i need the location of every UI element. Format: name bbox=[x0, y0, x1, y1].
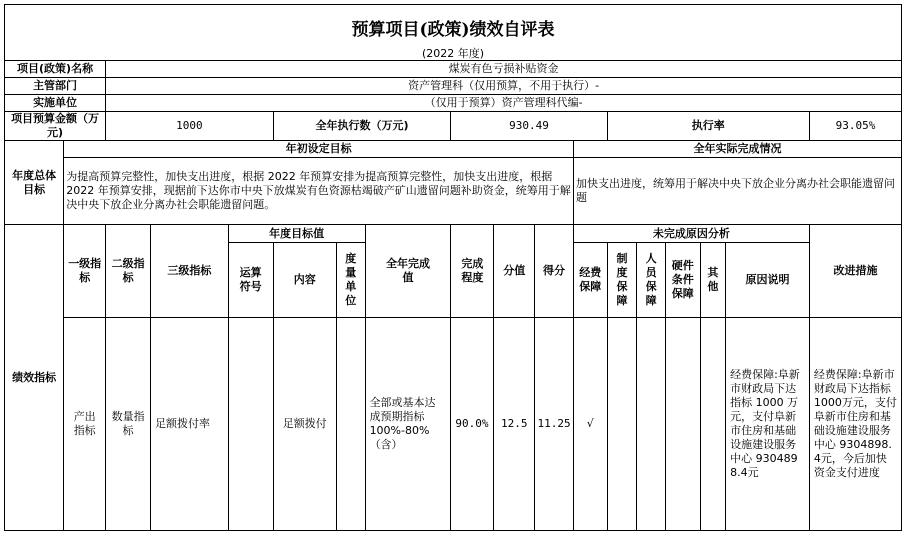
project-name-label: 项目(政策)名称 bbox=[5, 61, 106, 78]
execution-rate-value: 93.05% bbox=[809, 112, 901, 141]
evaluation-table bbox=[4, 60, 902, 531]
level3-value: 足额拨付率 bbox=[151, 318, 229, 531]
score-header: 得分 bbox=[535, 225, 574, 318]
improvement-header: 改进措施 bbox=[809, 225, 901, 318]
hardware-check bbox=[665, 318, 700, 531]
budget-amount-value: 1000 bbox=[106, 112, 274, 141]
budget-amount-label: 项目预算金额（万元) bbox=[5, 112, 106, 141]
reason-text: 经费保障:阜新市财政局下达指标 1000 万元，支付阜新市住房和基础设施建设服务中心 9304898.4元 bbox=[726, 318, 810, 531]
system-check bbox=[607, 318, 637, 531]
performance-indicator-label: 绩效指标 bbox=[5, 225, 64, 531]
operator-header: 运算符号 bbox=[228, 243, 273, 318]
full-year-value: 全部或基本达成预期指标 100%-80%（含） bbox=[365, 318, 451, 531]
execution-rate-label: 执行率 bbox=[607, 112, 809, 141]
unfinished-reason-header: 未完成原因分析 bbox=[573, 225, 809, 243]
level1-value: 产出指标 bbox=[64, 318, 106, 531]
department-label: 主管部门 bbox=[5, 78, 106, 95]
level1-header: 一级指标 bbox=[64, 225, 106, 318]
completion-degree-header: 完成程度 bbox=[451, 225, 494, 318]
title-area bbox=[4, 4, 902, 60]
page-title: 预算项目(政策)绩效自评表 bbox=[351, 20, 555, 40]
improvement-text: 经费保障:阜新市财政局下达指标 1000万元，支付阜新市住房和基础设施建设服务中心 9304898.4元，今后加快资金支付进度 bbox=[809, 318, 901, 531]
unit-header: 度量单位 bbox=[336, 243, 365, 318]
content-header: 内容 bbox=[273, 243, 336, 318]
full-year-value-header: 全年完成值 bbox=[365, 225, 451, 318]
annual-goal-label: 年度总体目标 bbox=[5, 141, 64, 225]
executed-amount-label: 全年执行数（万元) bbox=[273, 112, 451, 141]
unit-value bbox=[336, 318, 365, 531]
executed-amount-value: 930.49 bbox=[451, 112, 607, 141]
level3-header: 三级指标 bbox=[151, 225, 229, 318]
score-value: 12.5 bbox=[494, 318, 535, 531]
level2-value: 数量指标 bbox=[106, 318, 151, 531]
year-label: (2022 年度) bbox=[421, 47, 485, 60]
other-header: 其他 bbox=[700, 243, 726, 318]
other-check bbox=[700, 318, 726, 531]
funding-header: 经费保障 bbox=[573, 243, 607, 318]
annual-target-header: 年度目标值 bbox=[228, 225, 365, 243]
level2-header: 二级指标 bbox=[106, 225, 151, 318]
project-name-value: 煤炭有色亏损补贴资金 bbox=[106, 61, 902, 78]
score: 11.25 bbox=[535, 318, 574, 531]
personnel-check bbox=[637, 318, 666, 531]
system-header: 制度保障 bbox=[607, 243, 637, 318]
reason-header: 原因说明 bbox=[726, 243, 810, 318]
operator-value bbox=[228, 318, 273, 531]
personnel-header: 人员保障 bbox=[637, 243, 666, 318]
implementing-unit-label: 实施单位 bbox=[5, 95, 106, 112]
plan-goal-text: 为提高预算完整性，加快支出进度，根据 2022 年预算安排为提高预算完整性，加快支出进度，根据 2022 年预算安排，现据前下达你市中央下放煤炭有色资源枯竭破产矿山遗留问题补助资金，统筹用于解决中央下放企业分离办社会职能遗留问题。 bbox=[64, 158, 574, 225]
completion-value: 90.0% bbox=[451, 318, 494, 531]
score-value-header: 分值 bbox=[494, 225, 535, 318]
actual-completion-text: 加快支出进度，统筹用于解决中央下放企业分离办社会职能遗留问题 bbox=[573, 158, 901, 225]
actual-completion-header: 全年实际完成情况 bbox=[573, 141, 901, 158]
funding-check: √ bbox=[573, 318, 607, 531]
implementing-unit-value: （仅用于预算）资产管理科代编- bbox=[106, 95, 902, 112]
department-value: 资产管理科（仅用预算，不用于执行）- bbox=[106, 78, 902, 95]
content-value: 足额拨付 bbox=[273, 318, 336, 531]
hardware-header: 硬件条件保障 bbox=[665, 243, 700, 318]
plan-goal-header: 年初设定目标 bbox=[64, 141, 574, 158]
